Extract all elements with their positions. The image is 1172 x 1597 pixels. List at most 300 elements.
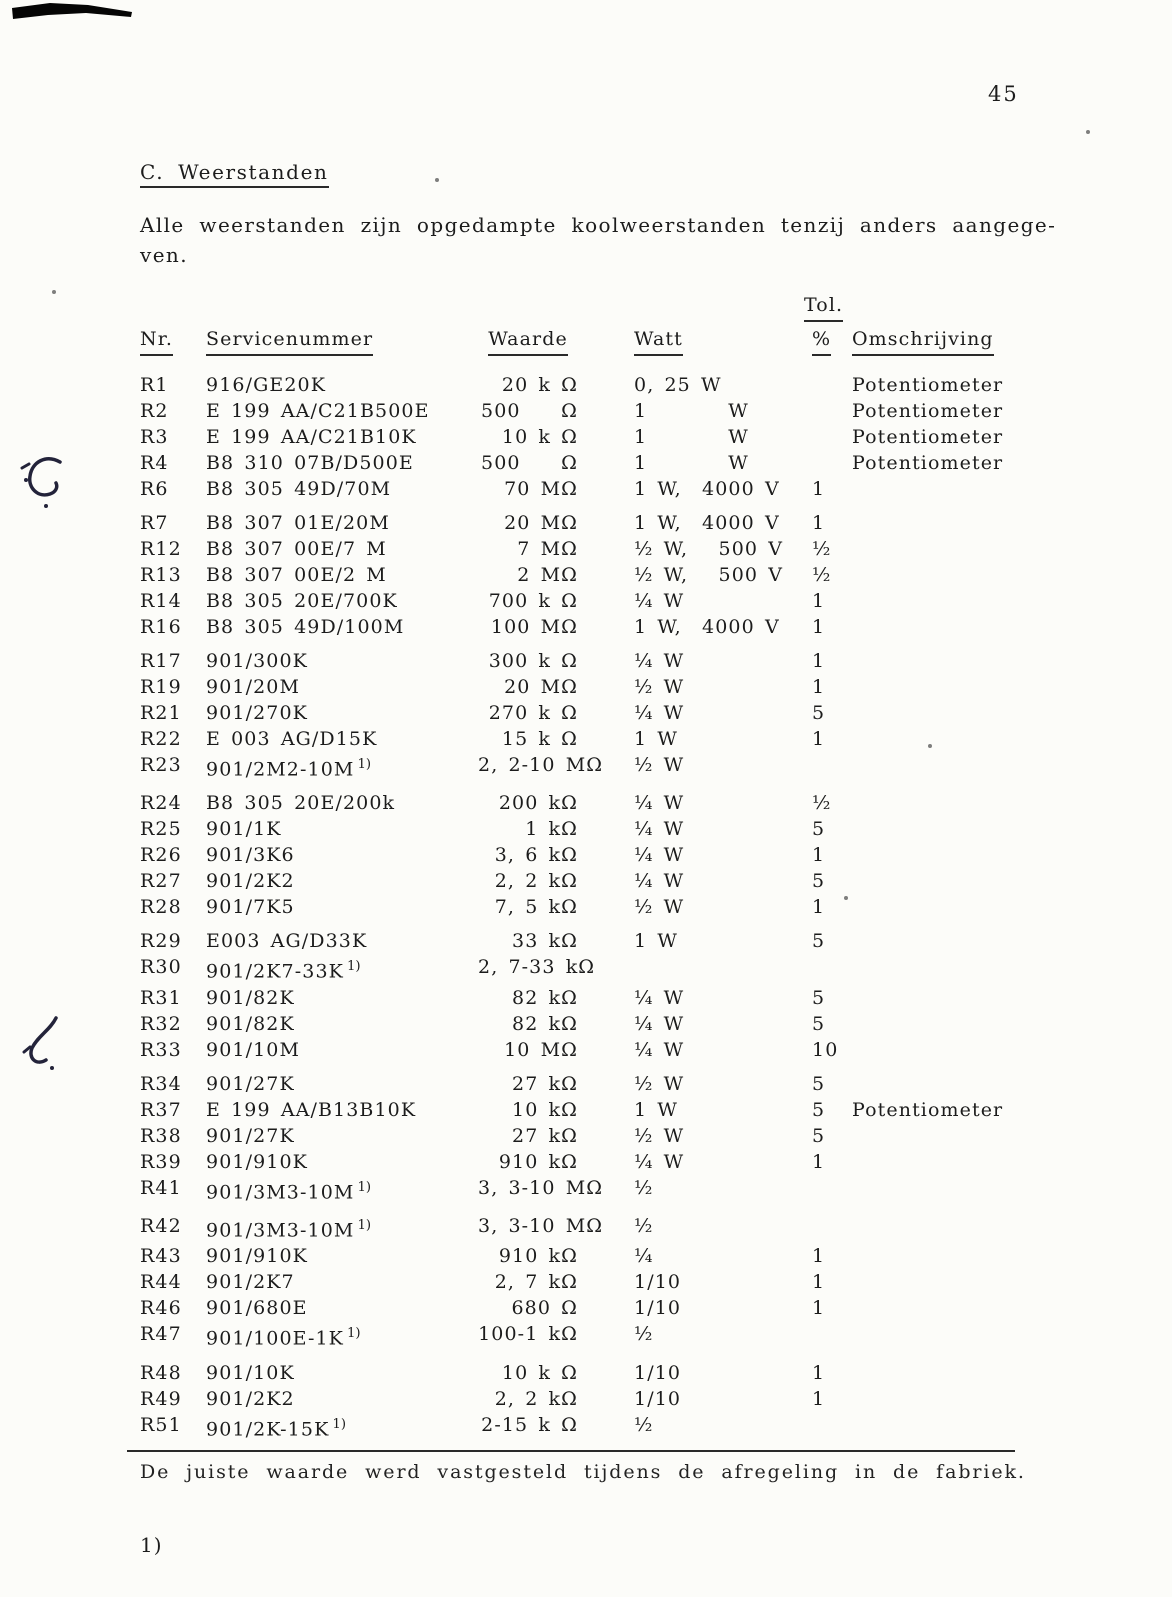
cell-omschrijving [852, 476, 1100, 502]
cell-waarde: 300 k Ω [488, 650, 578, 672]
cell-gap [578, 424, 634, 450]
cell-gap [578, 1243, 634, 1269]
cell-watt: ½ [634, 1176, 654, 1199]
cell-gap [578, 868, 634, 894]
cell-servicenummer: B8 310 07B/D500E [206, 452, 414, 474]
table-row [140, 954, 1100, 984]
cell-waarde: 910 kΩ [498, 1245, 578, 1268]
table-row [140, 752, 1100, 782]
cell-omschrijving [852, 614, 1100, 640]
cell-servicenummer: 901/100E-1K $^{1)}$ [206, 1326, 361, 1350]
cell-servicenummer: 901/2K-15K $^{1)}$ [206, 1416, 347, 1440]
cell-omschrijving [852, 1037, 1100, 1063]
cell-omschrijving [852, 1412, 1100, 1442]
table-row [140, 1097, 1100, 1123]
cell-waarde: 2, 2-10 MΩ [478, 754, 604, 776]
cell-tol: 1 [812, 650, 826, 672]
cell-tol: 1 [812, 728, 826, 750]
cell-omschrijving [852, 1149, 1100, 1175]
cell-gap [578, 562, 634, 588]
intro-line: Alle weerstanden zijn opgedampte koolweerstanden tenzij anders aangege- [140, 213, 1057, 237]
cell-watt: 1 W [634, 452, 749, 474]
table-row [140, 1269, 1100, 1295]
cell-omschrijving [852, 985, 1100, 1011]
cell-watt: 1 W [634, 1098, 678, 1121]
cell-tol [802, 372, 852, 398]
cell-gap [578, 1149, 634, 1175]
cell-waarde: 680 Ω [511, 1297, 578, 1320]
cell-tol [802, 1321, 852, 1351]
cell-nr: R33 [140, 1038, 182, 1061]
cell-tol: 1 [812, 478, 826, 500]
cell-tol [802, 1412, 852, 1442]
cell-nr: R48 [140, 1361, 182, 1384]
scan-speck [52, 290, 56, 294]
cell-waarde: 10 k Ω [501, 426, 578, 448]
table-row [140, 1149, 1100, 1175]
cell-servicenummer: 901/20M [206, 676, 300, 698]
cell-omschrijving [852, 816, 1100, 842]
cell-tol: 5 [812, 1124, 826, 1147]
cell-omschrijving [852, 1213, 1100, 1243]
cell-omschrijving [852, 588, 1100, 614]
cell-nr: R19 [140, 676, 182, 698]
cell-waarde: 100 MΩ [490, 616, 578, 638]
cell-nr: R1 [140, 374, 169, 396]
cell-waarde: 33 kΩ [512, 930, 578, 953]
table-row [140, 1295, 1100, 1321]
cell-servicenummer: B8 305 49D/100M [206, 616, 405, 638]
table-row [140, 1243, 1100, 1269]
cell-tol: ½ [812, 792, 832, 815]
cell-tol [802, 1213, 852, 1243]
cell-omschrijving [852, 752, 1100, 782]
cell-nr: R6 [140, 478, 169, 500]
cell-gap [578, 954, 634, 984]
cell-servicenummer: 901/2K7-33K $^{1)}$ [206, 959, 361, 983]
cell-omschrijving [852, 868, 1100, 894]
cell-tol: 5 [812, 818, 826, 841]
cell-servicenummer: 901/2K2 [206, 1387, 295, 1410]
cell-waarde: 3, 3-10 MΩ [478, 1176, 604, 1199]
cell-tol [802, 424, 852, 450]
cell-tol: ½ [812, 564, 832, 586]
cell-waarde: 2 MΩ [517, 564, 578, 586]
cell-waarde: 82 kΩ [512, 986, 578, 1009]
cell-waarde: 27 kΩ [512, 1124, 578, 1147]
cell-tol: 5 [812, 1012, 826, 1035]
cell-omschrijving [852, 1321, 1100, 1351]
cell-gap [578, 985, 634, 1011]
cell-servicenummer: E 199 AA/C21B500E [206, 400, 430, 422]
cell-watt: ¼ W [634, 1038, 685, 1061]
cell-omschrijving [852, 894, 1100, 920]
cell-nr: R22 [140, 728, 182, 750]
cell-omschrijving [852, 1295, 1100, 1321]
cell-servicenummer: E 003 AG/D15K [206, 728, 378, 750]
table-row [140, 1412, 1100, 1442]
footnote-text: De juiste waarde werd vastgesteld tijdens de afregeling in de fabriek. [140, 1460, 1026, 1483]
table-row [140, 1360, 1100, 1386]
cell-tol: 1 [812, 590, 826, 612]
cell-gap [578, 1175, 634, 1205]
cell-waarde: 20 k Ω [501, 374, 578, 396]
cell-omschrijving [852, 790, 1100, 816]
cell-nr: R4 [140, 452, 169, 474]
cell-gap [578, 1213, 634, 1243]
cell-tol: 1 [812, 1361, 826, 1384]
cell-omschrijving: Potentiometer [852, 1098, 1004, 1121]
table-row [140, 1071, 1100, 1097]
cell-waarde: 70 MΩ [504, 478, 578, 500]
cell-gap [578, 928, 634, 954]
cell-gap [578, 372, 634, 398]
cell-watt: 1/10 [634, 1387, 682, 1410]
cell-gap [578, 1071, 634, 1097]
table-group [140, 928, 1100, 1062]
cell-omschrijving [852, 928, 1100, 954]
cell-nr: R17 [140, 650, 182, 672]
column-header-omschrijving: Omschrijving [852, 326, 1100, 356]
table-group [140, 790, 1100, 920]
table-row [140, 1175, 1100, 1205]
cell-nr: R12 [140, 538, 182, 560]
table-row [140, 372, 1100, 398]
cell-gap [578, 1269, 634, 1295]
cell-watt: ¼ W [634, 792, 685, 815]
cell-watt: 0, 25 W [634, 374, 722, 396]
cell-waarde: 3, 3-10 MΩ [478, 1214, 604, 1237]
scan-artifact-mark [10, 2, 140, 24]
cell-omschrijving [852, 674, 1100, 700]
cell-omschrijving [852, 1243, 1100, 1269]
cell-tol [802, 398, 852, 424]
cell-watt: 1 W [634, 728, 678, 750]
cell-waarde: 500 Ω [481, 400, 578, 422]
table-row [140, 1011, 1100, 1037]
cell-omschrijving [852, 842, 1100, 868]
cell-omschrijving [852, 1071, 1100, 1097]
cell-omschrijving [852, 562, 1100, 588]
cell-servicenummer: 901/82K [206, 986, 295, 1009]
cell-gap [578, 700, 634, 726]
cell-gap [578, 476, 634, 502]
cell-gap [578, 450, 634, 476]
cell-omschrijving [852, 510, 1100, 536]
cell-servicenummer: 901/27K [206, 1072, 295, 1095]
cell-watt: ½ [634, 1214, 654, 1237]
cell-servicenummer: B8 305 20E/200k [206, 792, 396, 815]
cell-nr: R51 [140, 1413, 182, 1436]
cell-gap [578, 816, 634, 842]
cell-watt: ½ W [634, 1124, 685, 1147]
cell-gap [578, 1295, 634, 1321]
cell-watt: 1 W, 4000 V [634, 478, 780, 500]
cell-servicenummer: B8 305 20E/700K [206, 590, 398, 612]
cell-tol: ½ [812, 538, 832, 560]
cell-gap [578, 648, 634, 674]
table-row [140, 424, 1100, 450]
table-row [140, 398, 1100, 424]
cell-omschrijving [852, 726, 1100, 752]
cell-omschrijving: Potentiometer [852, 400, 1004, 422]
cell-nr: R25 [140, 818, 182, 841]
table-row [140, 726, 1100, 752]
table-group [140, 372, 1100, 502]
table-row [140, 1321, 1100, 1351]
cell-servicenummer: 901/10K [206, 1361, 295, 1384]
cell-nr: R24 [140, 792, 182, 815]
cell-waarde: 2, 2 kΩ [494, 870, 578, 893]
cell-tol [802, 450, 852, 476]
cell-omschrijving [852, 1386, 1100, 1412]
cell-watt: ½ W, 500 V [634, 538, 784, 560]
table-row [140, 1213, 1100, 1243]
cell-nr: R2 [140, 400, 169, 422]
cell-nr: R26 [140, 844, 182, 867]
cell-gap [578, 674, 634, 700]
cell-waarde: 3, 6 kΩ [494, 844, 578, 867]
cell-omschrijving: Potentiometer [852, 374, 1004, 396]
cell-tol: 5 [812, 870, 826, 893]
cell-tol: 1 [812, 676, 826, 698]
cell-gap [578, 894, 634, 920]
cell-servicenummer: E 199 AA/B13B10K [206, 1098, 417, 1121]
cell-tol: 1 [812, 896, 826, 919]
cell-waarde: 7 MΩ [517, 538, 578, 560]
cell-tol: 1 [812, 1245, 826, 1268]
handwritten-ink-mark [16, 452, 72, 514]
table-header-tol-row [140, 292, 1100, 322]
cell-servicenummer: B8 307 01E/20M [206, 512, 390, 534]
cell-watt: 1 W, 4000 V [634, 616, 780, 638]
intro-paragraph [140, 210, 1100, 270]
cell-watt: 1/10 [634, 1271, 682, 1294]
cell-omschrijving [852, 1011, 1100, 1037]
table-group [140, 510, 1100, 640]
cell-tol: 5 [812, 986, 826, 1009]
cell-watt: ¼ W [634, 650, 685, 672]
cell-nr: R28 [140, 896, 182, 919]
cell-waarde: 200 kΩ [498, 792, 578, 815]
cell-waarde: 700 k Ω [488, 590, 578, 612]
cell-gap [578, 536, 634, 562]
cell-gap [578, 1412, 634, 1442]
cell-nr: R49 [140, 1387, 182, 1410]
cell-waarde: 10 kΩ [512, 1098, 578, 1121]
table-row [140, 868, 1100, 894]
cell-tol: 5 [812, 1072, 826, 1095]
cell-servicenummer: 901/2M2-10M $^{1)}$ [206, 757, 372, 781]
cell-servicenummer: 901/3M3-10M $^{1)}$ [206, 1217, 372, 1242]
cell-gap [578, 1011, 634, 1037]
table-row [140, 894, 1100, 920]
cell-servicenummer: E003 AG/D33K [206, 930, 368, 953]
cell-omschrijving [852, 700, 1100, 726]
cell-nr: R31 [140, 986, 182, 1009]
table-row [140, 614, 1100, 640]
column-header-watt: Watt [634, 326, 802, 356]
table-group [140, 1071, 1100, 1205]
cell-waarde: 10 MΩ [504, 1038, 578, 1061]
cell-watt: ¼ W [634, 1012, 685, 1035]
cell-servicenummer: 901/3M3-10M $^{1)}$ [206, 1179, 372, 1203]
cell-tol: 1 [812, 1297, 826, 1320]
cell-gap [578, 790, 634, 816]
cell-omschrijving [852, 1269, 1100, 1295]
cell-tol: 1 [812, 1271, 826, 1294]
cell-watt: ¼ W [634, 1150, 685, 1173]
cell-nr: R41 [140, 1176, 182, 1199]
cell-servicenummer: 901/270K [206, 702, 308, 724]
cell-nr: R29 [140, 930, 182, 953]
footnote-rule [127, 1450, 1015, 1452]
cell-gap [578, 1123, 634, 1149]
column-header-tol: Tol. [802, 292, 852, 322]
cell-servicenummer: 901/300K [206, 650, 308, 672]
intro-line: ven. [140, 243, 188, 267]
cell-watt: ½ W, 500 V [634, 564, 784, 586]
column-header-waarde: Waarde [478, 326, 578, 356]
cell-servicenummer: 901/3K6 [206, 844, 295, 867]
cell-tol [802, 954, 852, 984]
cell-watt: ½ [634, 1413, 654, 1436]
cell-gap [578, 1321, 634, 1351]
cell-waarde: 27 kΩ [512, 1072, 578, 1095]
cell-waarde: 15 k Ω [501, 728, 578, 750]
cell-servicenummer: 901/910K [206, 1245, 308, 1268]
cell-servicenummer: B8 307 00E/7 M [206, 538, 387, 560]
cell-servicenummer: 901/7K5 [206, 896, 295, 919]
cell-waarde: 10 k Ω [501, 1361, 578, 1384]
resistor-table [140, 372, 1100, 1442]
cell-gap [578, 1037, 634, 1063]
cell-nr: R34 [140, 1072, 182, 1095]
cell-watt: ¼ W [634, 702, 685, 724]
cell-gap [578, 842, 634, 868]
cell-nr: R7 [140, 512, 169, 534]
cell-omschrijving [852, 536, 1100, 562]
cell-waarde: 7, 5 kΩ [494, 896, 578, 919]
cell-tol: 1 [812, 844, 826, 867]
cell-nr: R30 [140, 956, 182, 979]
cell-omschrijving [852, 1360, 1100, 1386]
cell-waarde: 910 kΩ [498, 1150, 578, 1173]
cell-gap [578, 614, 634, 640]
cell-omschrijving [852, 954, 1100, 984]
cell-servicenummer: E 199 AA/C21B10K [206, 426, 417, 448]
cell-tol: 5 [812, 1098, 826, 1121]
table-row [140, 588, 1100, 614]
cell-servicenummer: B8 307 00E/2 M [206, 564, 387, 586]
cell-servicenummer: 901/2K7 [206, 1271, 295, 1294]
cell-tol: 5 [812, 930, 826, 953]
cell-nr: R27 [140, 870, 182, 893]
cell-watt [634, 954, 802, 984]
handwritten-ink-mark [16, 1012, 72, 1074]
table-row [140, 1037, 1100, 1063]
cell-nr: R14 [140, 590, 182, 612]
cell-nr: R44 [140, 1271, 182, 1294]
table-row [140, 985, 1100, 1011]
cell-waarde: 100-1 kΩ [478, 1323, 578, 1346]
cell-nr: R39 [140, 1150, 182, 1173]
cell-watt: ¼ W [634, 986, 685, 1009]
cell-gap [578, 752, 634, 782]
table-row [140, 674, 1100, 700]
cell-nr: R42 [140, 1214, 182, 1237]
cell-nr: R3 [140, 426, 169, 448]
table-row [140, 928, 1100, 954]
cell-watt: ¼ [634, 1245, 654, 1268]
cell-watt: 1 W [634, 930, 678, 953]
cell-nr: R37 [140, 1098, 182, 1121]
cell-tol: 1 [812, 512, 826, 534]
cell-servicenummer: 901/1K [206, 818, 282, 841]
cell-servicenummer: 901/27K [206, 1124, 295, 1147]
cell-servicenummer: 901/680E [206, 1297, 308, 1320]
cell-watt: ½ W [634, 896, 685, 919]
section-heading [140, 160, 1100, 188]
cell-waarde: 2, 7 kΩ [494, 1271, 578, 1294]
cell-servicenummer: B8 305 49D/70M [206, 478, 392, 500]
cell-nr: R43 [140, 1245, 182, 1268]
table-row [140, 816, 1100, 842]
cell-gap [578, 1386, 634, 1412]
section-heading-text: C. Weerstanden [140, 160, 329, 188]
cell-tol [802, 1175, 852, 1205]
cell-nr: R47 [140, 1323, 182, 1346]
table-row [140, 1386, 1100, 1412]
cell-tol: 10 [812, 1038, 839, 1061]
cell-watt: ½ W [634, 1072, 685, 1095]
cell-tol: 5 [812, 702, 826, 724]
cell-watt: ¼ W [634, 870, 685, 893]
cell-waarde: 82 kΩ [512, 1012, 578, 1035]
cell-waarde: 1 kΩ [525, 818, 578, 841]
cell-waarde: 20 MΩ [504, 676, 578, 698]
cell-waarde: 500 Ω [481, 452, 578, 474]
cell-watt: 1 W, 4000 V [634, 512, 780, 534]
cell-nr: R38 [140, 1124, 182, 1147]
cell-tol: 1 [812, 616, 826, 638]
table-row [140, 842, 1100, 868]
cell-omschrijving [852, 648, 1100, 674]
cell-omschrijving [852, 1123, 1100, 1149]
cell-waarde: 270 k Ω [488, 702, 578, 724]
cell-gap [578, 588, 634, 614]
cell-waarde: 20 MΩ [504, 512, 578, 534]
cell-waarde: 2, 7-33 kΩ [478, 956, 596, 979]
cell-nr: R46 [140, 1297, 182, 1320]
cell-waarde: 2-15 k Ω [481, 1413, 578, 1436]
table-row [140, 1123, 1100, 1149]
table-row [140, 700, 1100, 726]
cell-tol [802, 752, 852, 782]
table-row [140, 536, 1100, 562]
cell-nr: R13 [140, 564, 182, 586]
cell-gap [578, 1360, 634, 1386]
cell-gap [578, 398, 634, 424]
cell-watt: 1/10 [634, 1361, 682, 1384]
cell-watt: ½ [634, 1323, 654, 1346]
column-header-percent: % [802, 326, 852, 356]
cell-watt: ¼ W [634, 590, 685, 612]
cell-nr: R16 [140, 616, 182, 638]
cell-gap [578, 1097, 634, 1123]
cell-servicenummer: 901/910K [206, 1150, 308, 1173]
cell-omschrijving [852, 1175, 1100, 1205]
